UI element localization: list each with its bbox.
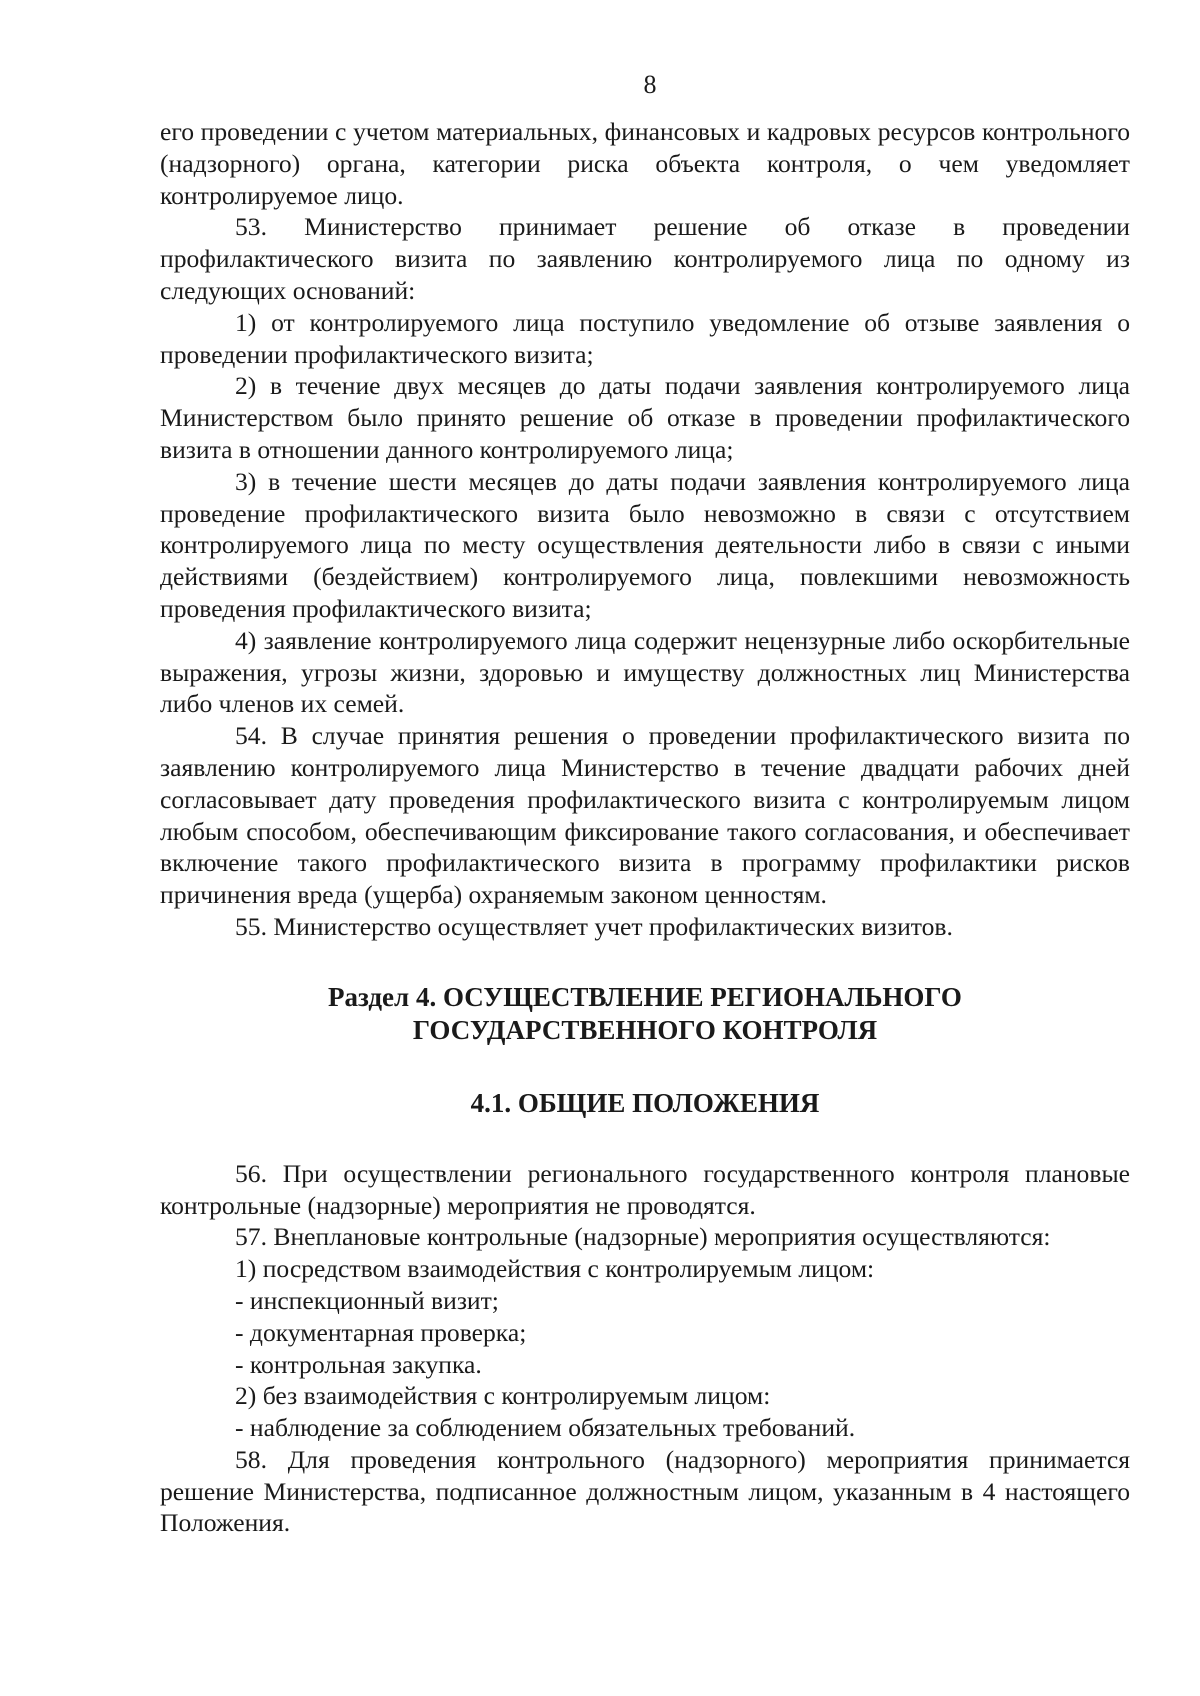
paragraph-57: 57. Внеплановые контрольные (надзорные) мероприятия осуществляются: xyxy=(235,1222,1051,1252)
section-heading xyxy=(160,981,1130,1047)
paragraph-53-item-2: 2) в течение двух месяцев до даты подачи заявления контролируемого лица Министерством было принято решение об отказе в проведении профилактического визита в отношении данного контролируемого лица; xyxy=(160,371,1130,464)
list-1-item: - контрольная закупка. xyxy=(235,1349,482,1379)
paragraph-53-item-4: 4) заявление контролируемого лица содержит нецензурные либо оскорбительные выражения, угрозы жизни, здоровью и имуществу должностных лиц Министерства либо членов их семей. xyxy=(160,625,1130,719)
paragraph-53-item-1: 1) от контролируемого лица поступило уведомление об отзыве заявления о проведении профилактического визита; xyxy=(160,307,1130,369)
paragraph-58: 58. Для проведения контрольного (надзорного) мероприятия принимается решение Министерства, подписанное должностным лицом, указанным в 4 настоящего Положения. xyxy=(160,1444,1130,1538)
paragraph-continuation: его проведении с учетом материальных, финансовых и кадровых ресурсов контрольного (надзорного) органа, категории риска объекта контроля, о чем уведомляет контролируемое лицо. xyxy=(160,117,1130,210)
paragraph-53: 53. Министерство принимает решение об отказе в проведении профилактического визита по заявлению контролируемого лица по одному из следующих оснований: xyxy=(160,212,1130,305)
paragraph-56: 56. При осуществлении регионального государственного контроля плановые контрольные (надзорные) мероприятия не проводятся. xyxy=(160,1158,1130,1220)
paragraph-55: 55. Министерство осуществляет учет профилактических визитов. xyxy=(235,911,953,941)
section-heading-line-1: Раздел 4. ОСУЩЕСТВЛЕНИЕ РЕГИОНАЛЬНОГО xyxy=(328,981,962,1012)
list-1-item: - инспекционный визит; xyxy=(235,1285,499,1315)
list-1-item: - документарная проверка; xyxy=(235,1317,527,1347)
paragraph-53-item-3: 3) в течение шести месяцев до даты подачи заявления контролируемого лица проведение профилактического визита было невозможно в связи с отсутствием контролируемого лица по месту осуществления деятельности либо в связи с иными действиями (бездействием) контролируемого лица, повлекшими невозможность проведения профилактического визита; xyxy=(160,466,1130,623)
page-number: 8 xyxy=(643,70,657,99)
subsection-heading: 4.1. ОБЩИЕ ПОЛОЖЕНИЯ xyxy=(470,1087,820,1118)
paragraph-54: 54. В случае принятия решения о проведении профилактического визита по заявлению контролируемого лица Министерство в течение двадцати рабочих дней согласовывает дату проведения профилактического визита с контролируемым лицом любым способом, обеспечивающим фиксирование такого согласования, и обеспечивает включение такого профилактического визита в программу профилактики рисков причинения вреда (ущерба) охраняемым законом ценностям. xyxy=(160,721,1130,910)
document-body-lower xyxy=(160,1158,1130,1540)
list-2-title: 2) без взаимодействия с контролируемым лицом: xyxy=(235,1381,771,1411)
list-2-item: - наблюдение за соблюдением обязательных требований. xyxy=(235,1413,856,1443)
section-heading-line-2: ГОСУДАРСТВЕННОГО КОНТРОЛЯ xyxy=(412,1014,878,1045)
list-1-title: 1) посредством взаимодействия с контролируемым лицом: xyxy=(235,1254,875,1284)
document-body xyxy=(160,116,1130,943)
